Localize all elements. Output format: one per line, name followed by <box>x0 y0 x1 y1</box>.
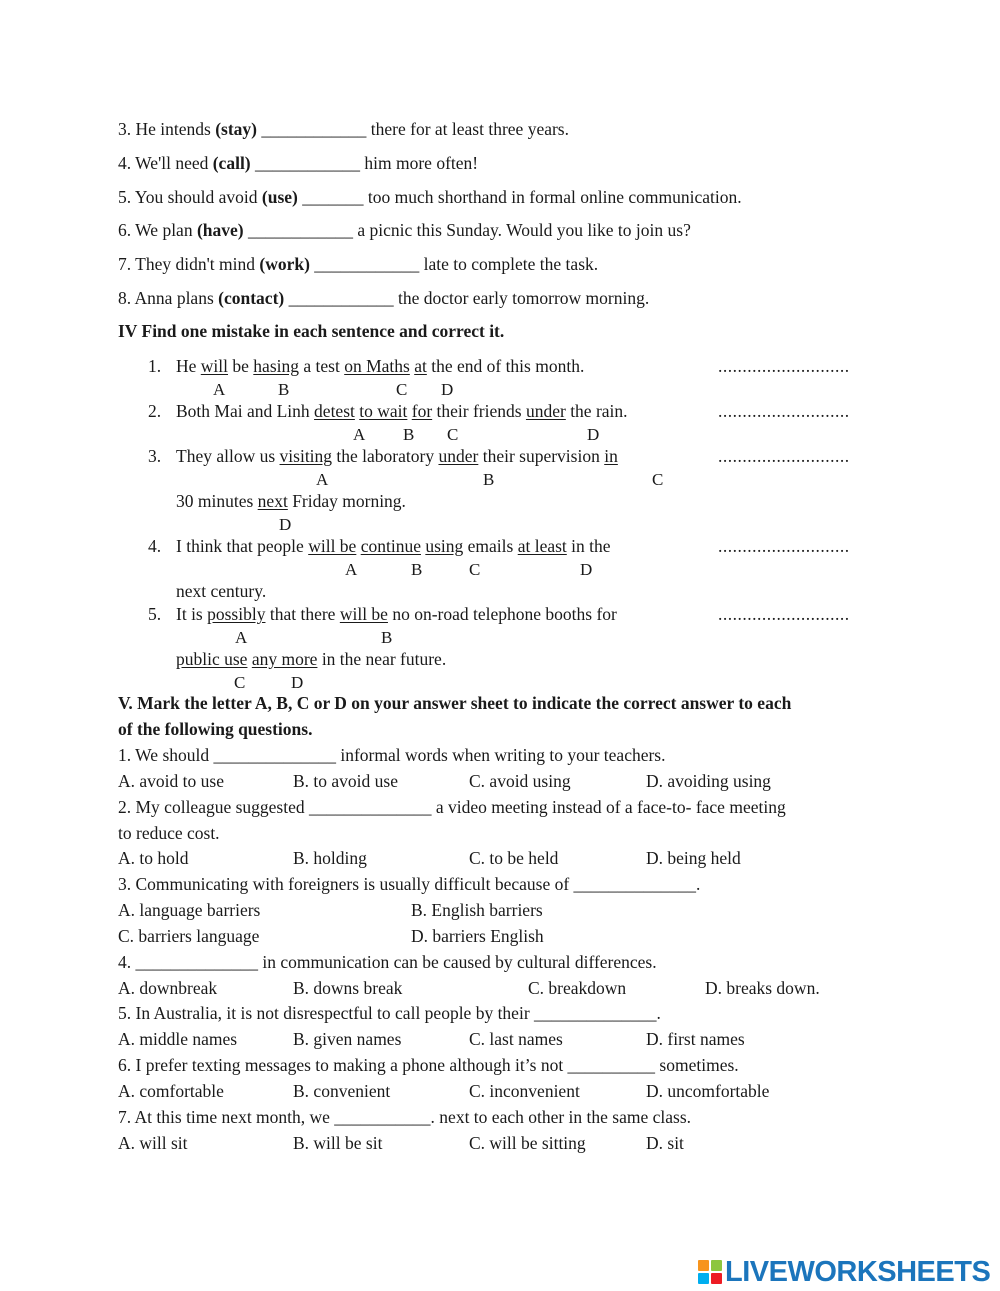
answer-blank[interactable]: ____________ the doctor early tomorrow morning. <box>284 288 650 308</box>
item-number: 2. <box>148 401 162 421</box>
logo-text: LIVEWORKSHEETS <box>725 1255 991 1288</box>
question-text: 7. At this time next month, we ___________. next to each other in the same class. <box>118 1107 692 1127</box>
option-letter: D <box>587 425 600 444</box>
question-text: 5. In Australia, it is not disrespectful to call people by their ______________. <box>118 1003 661 1023</box>
option-c[interactable]: C. barriers language <box>118 926 260 946</box>
option-letter: D <box>291 673 304 692</box>
section3-item: 4. We'll need (call) ____________ him more often! <box>118 153 479 173</box>
logo-square <box>698 1260 709 1271</box>
section3-item: 5. You should avoid (use) _______ too much shorthand in formal online communication. <box>118 187 742 207</box>
answer-blank[interactable]: ........................... <box>718 446 850 466</box>
option-b[interactable]: B. will be sit <box>293 1133 383 1153</box>
option-d[interactable]: D. breaks down. <box>705 978 820 998</box>
option-letter: A <box>345 560 358 579</box>
option-c[interactable]: C. last names <box>469 1029 563 1049</box>
option-letter: D <box>279 515 292 534</box>
option-c[interactable]: C. will be sitting <box>469 1133 586 1153</box>
item-sentence: I think that people will be continue using emails at least in the <box>176 536 611 556</box>
option-a[interactable]: A. language barriers <box>118 900 261 920</box>
section3-item: 6. We plan (have) ____________ a picnic this Sunday. Would you like to join us? <box>118 220 691 240</box>
option-letter: D <box>441 380 454 399</box>
option-c[interactable]: C. breakdown <box>528 978 627 998</box>
option-d[interactable]: D. barriers English <box>411 926 544 946</box>
option-b[interactable]: B. to avoid use <box>293 771 398 791</box>
section5-heading: V. Mark the letter A, B, C or D on your answer sheet to indicate the correct answer to each <box>118 693 792 713</box>
option-c[interactable]: C. to be held <box>469 848 559 868</box>
answer-blank[interactable]: ____________ late to complete the task. <box>309 254 599 274</box>
option-letter: A <box>316 470 329 489</box>
answer-blank[interactable]: ____________ a picnic this Sunday. Would you like to join us? <box>243 220 691 240</box>
option-d[interactable]: D. uncomfortable <box>646 1081 770 1101</box>
option-c[interactable]: C. inconvenient <box>469 1081 580 1101</box>
answer-blank[interactable]: ........................... <box>718 356 850 376</box>
answer-blank[interactable]: _______ too much shorthand in formal online communication. <box>297 187 742 207</box>
item-sentence-cont: next century. <box>176 581 267 601</box>
option-letter: C <box>652 470 664 489</box>
option-b[interactable]: B. given names <box>293 1029 402 1049</box>
option-a[interactable]: A. comfortable <box>118 1081 224 1101</box>
answer-blank[interactable]: ____________ there for at least three years. <box>257 119 569 139</box>
item-number: 4. <box>148 536 162 556</box>
option-letter: B <box>483 470 495 489</box>
option-a[interactable]: A. to hold <box>118 848 189 868</box>
item-sentence: He will be hasing a test on Maths at the end of this month. <box>176 356 585 376</box>
liveworksheets-logo <box>698 1256 990 1288</box>
item-sentence-cont: public use any more in the near future. <box>176 649 447 669</box>
option-letter: C <box>447 425 459 444</box>
logo-square <box>711 1273 722 1284</box>
option-letter: A <box>353 425 366 444</box>
logo-square <box>698 1273 709 1284</box>
item-number: 3. <box>148 446 162 466</box>
option-letter: B <box>411 560 423 579</box>
option-d[interactable]: D. being held <box>646 848 741 868</box>
section3-item: 7. They didn't mind (work) ____________ late to complete the task. <box>118 254 599 274</box>
option-d[interactable]: D. sit <box>646 1133 684 1153</box>
option-a[interactable]: A. downbreak <box>118 978 218 998</box>
logo-squares-icon <box>698 1260 722 1284</box>
option-letter: B <box>278 380 290 399</box>
option-letter: C <box>234 673 246 692</box>
option-letter: A <box>235 628 248 647</box>
question-text: 3. Communicating with foreigners is usually difficult because of ______________. <box>118 874 701 894</box>
option-letter: C <box>469 560 481 579</box>
option-d[interactable]: D. avoiding using <box>646 771 771 791</box>
question-text: 1. We should ______________ informal words when writing to your teachers. <box>118 745 666 765</box>
answer-blank[interactable]: ........................... <box>718 401 850 421</box>
section3-item: 3. He intends (stay) ____________ there for at least three years. <box>118 119 569 139</box>
option-c[interactable]: C. avoid using <box>469 771 571 791</box>
option-a[interactable]: A. will sit <box>118 1133 188 1153</box>
question-text: 6. I prefer texting messages to making a phone although it’s not __________ sometimes. <box>118 1055 739 1075</box>
question-text: 2. My colleague suggested ______________ a video meeting instead of a face-to- face meeting <box>118 797 786 817</box>
option-letter: C <box>396 380 408 399</box>
item-sentence: Both Mai and Linh detest to wait for their friends under the rain. <box>176 401 628 421</box>
option-a[interactable]: A. avoid to use <box>118 771 224 791</box>
item-number: 5. <box>148 604 162 624</box>
option-b[interactable]: B. convenient <box>293 1081 391 1101</box>
item-number: 1. <box>148 356 162 376</box>
question-text: 4. ______________ in communication can be caused by cultural differences. <box>118 952 657 972</box>
option-d[interactable]: D. first names <box>646 1029 745 1049</box>
option-letter: A <box>213 380 226 399</box>
question-text-cont: to reduce cost. <box>118 823 220 843</box>
option-b[interactable]: B. English barriers <box>411 900 543 920</box>
item-sentence: It is possibly that there will be no on-road telephone booths for <box>176 604 617 624</box>
option-a[interactable]: A. middle names <box>118 1029 238 1049</box>
section5-heading-cont: of the following questions. <box>118 719 313 739</box>
item-sentence: They allow us visiting the laboratory under their supervision in <box>176 446 618 466</box>
option-b[interactable]: B. holding <box>293 848 367 868</box>
section3-item: 8. Anna plans (contact) ____________ the doctor early tomorrow morning. <box>118 288 650 308</box>
option-letter: B <box>381 628 393 647</box>
option-b[interactable]: B. downs break <box>293 978 403 998</box>
logo-square <box>711 1260 722 1271</box>
option-letter: D <box>580 560 593 579</box>
answer-blank[interactable]: ........................... <box>718 536 850 556</box>
answer-blank[interactable]: ____________ him more often! <box>250 153 479 173</box>
option-letter: B <box>403 425 415 444</box>
item-sentence-cont: 30 minutes next Friday morning. <box>176 491 406 511</box>
section4-heading: IV Find one mistake in each sentence and correct it. <box>118 321 505 341</box>
answer-blank[interactable]: ........................... <box>718 604 850 624</box>
